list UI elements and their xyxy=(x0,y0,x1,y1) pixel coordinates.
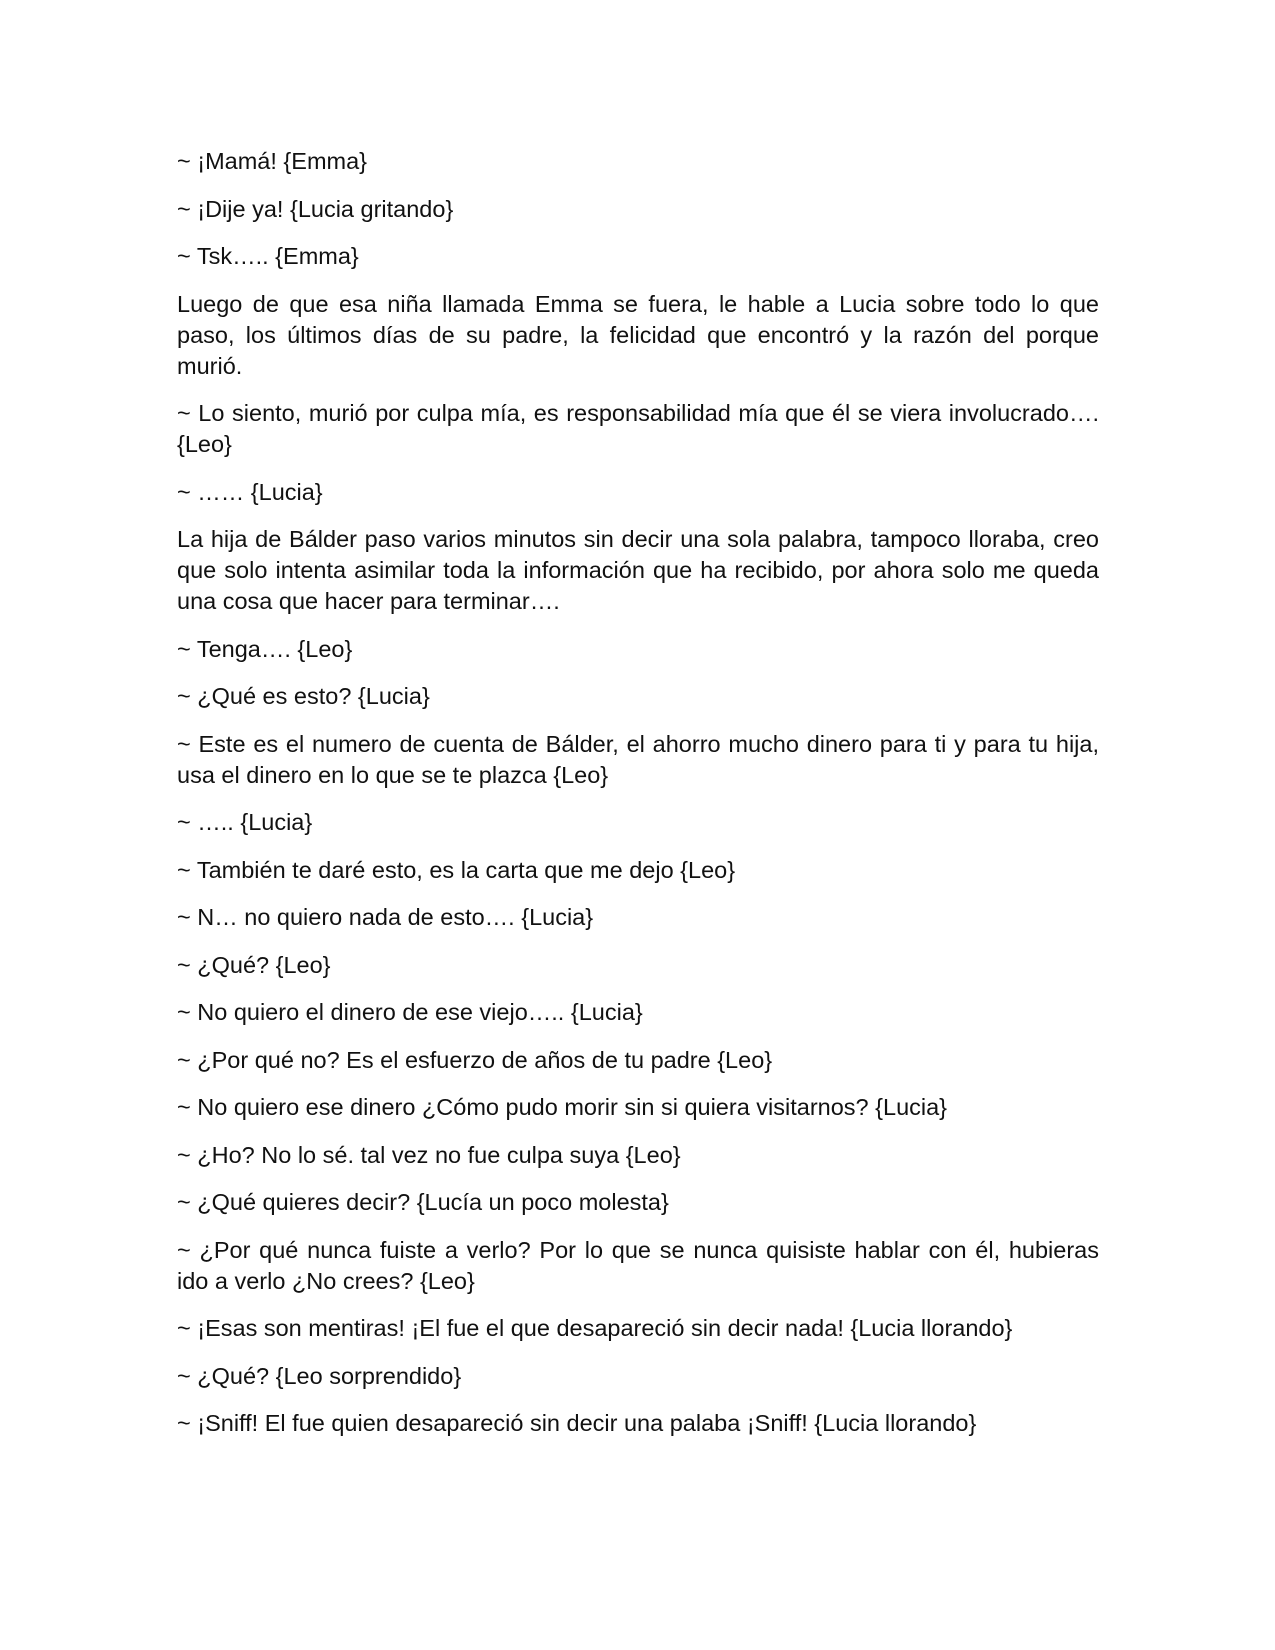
dialogue-line: ~ ¿Qué es esto? {Lucia} xyxy=(177,683,430,709)
dialogue-line: ~ ….. {Lucia} xyxy=(177,809,313,835)
document-body xyxy=(177,146,1099,1456)
dialogue-line: ~ ¿Por qué nunca fuiste a verlo? Por lo que se nunca quisiste hablar con él, hubieras ido a verlo ¿No crees? {Leo} xyxy=(177,1236,1099,1294)
dialogue-line: ~ Lo siento, murió por culpa mía, es responsabilidad mía que él se viera involucrado…. {Leo} xyxy=(177,400,1099,457)
dialogue-line: ~ ¡Sniff! El fue quien desapareció sin decir una palaba ¡Sniff! {Lucia llorando} xyxy=(177,1410,977,1436)
dialogue-line: ~ ¡Dije ya! {Lucia gritando} xyxy=(177,195,454,222)
dialogue-line: ~ No quiero ese dinero ¿Cómo pudo morir sin si quiera visitarnos? {Lucia} xyxy=(177,1094,948,1120)
dialogue-line: ~ ¿Qué? {Leo} xyxy=(177,951,331,978)
dialogue-line: ~ …… {Lucia} xyxy=(177,478,323,505)
narration-paragraph: La hija de Bálder paso varios minutos sin decir una sola palabra, tampoco lloraba, creo que solo intenta asimilar toda la información que ha recibido, por ahora solo me queda una cosa que hacer para terminar…. xyxy=(177,526,1099,614)
dialogue-line: ~ ¡Mamá! {Emma} xyxy=(177,148,368,174)
dialogue-line: ~ ¿Ho? No lo sé. tal vez no fue culpa suya {Leo} xyxy=(177,1141,681,1168)
dialogue-line: ~ También te daré esto, es la carta que me dejo {Leo} xyxy=(177,856,736,883)
dialogue-line: ~ ¡Esas son mentiras! ¡El fue el que desapareció sin decir nada! {Lucia llorando} xyxy=(177,1315,1013,1341)
dialogue-line: ~ ¿Qué quieres decir? {Lucía un poco molesta} xyxy=(177,1189,669,1215)
dialogue-line: ~ ¿Qué? {Leo sorprendido} xyxy=(177,1362,462,1389)
dialogue-line: ~ N… no quiero nada de esto…. {Lucia} xyxy=(177,904,594,930)
dialogue-line: ~ No quiero el dinero de ese viejo….. {Lucia} xyxy=(177,999,643,1025)
dialogue-line: ~ Tenga…. {Leo} xyxy=(177,635,353,662)
dialogue-line: ~ ¿Por qué no? Es el esfuerzo de años de tu padre {Leo} xyxy=(177,1046,773,1073)
dialogue-line: ~ Tsk….. {Emma} xyxy=(177,243,359,269)
dialogue-line: ~ Este es el numero de cuenta de Bálder, el ahorro mucho dinero para ti y para tu hija, usa el dinero en lo que se te plazca {Leo} xyxy=(177,730,1099,788)
narration-paragraph: Luego de que esa niña llamada Emma se fuera, le hable a Lucia sobre todo lo que paso, los últimos días de su padre, la felicidad que encontró y la razón del porque murió. xyxy=(177,290,1099,379)
